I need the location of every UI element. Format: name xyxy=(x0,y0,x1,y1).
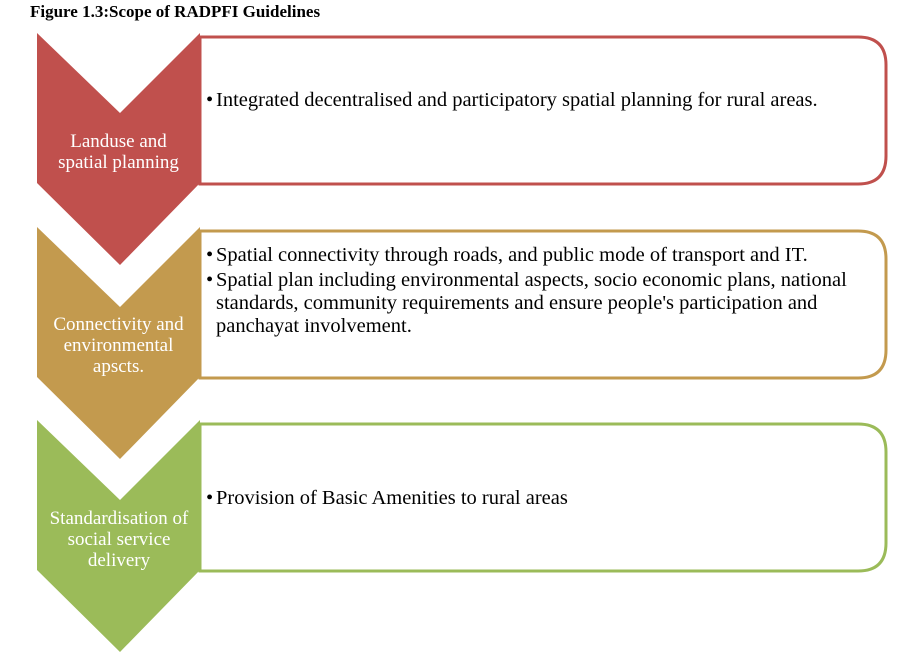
bullet-item xyxy=(206,89,871,112)
figure-title: Figure 1.3:Scope of RADPFI Guidelines xyxy=(30,2,321,21)
step-1-label-line: spatial planning xyxy=(58,152,179,173)
bullet-icon: • xyxy=(206,487,214,509)
step-3-content xyxy=(206,487,871,512)
bullet-text: Provision of Basic Amenities to rural areas xyxy=(216,487,568,509)
step-3-label-line: Standardisation of xyxy=(49,508,189,529)
step-2-label-line: apscts. xyxy=(92,356,145,377)
bullet-item xyxy=(206,244,871,267)
bullet-text: Integrated decentralised and participatory spatial planning for rural areas. xyxy=(216,89,818,111)
step-3-label xyxy=(34,508,204,571)
bullet-icon: • xyxy=(206,244,214,266)
step-2-label xyxy=(36,314,201,377)
step-1-label xyxy=(36,131,201,173)
step-3-label-line: delivery xyxy=(87,550,151,571)
step-1-label-line: Landuse and xyxy=(70,131,167,152)
step-2-label-line: environmental xyxy=(63,335,174,356)
bullet-item xyxy=(206,487,871,510)
bullet-text: Spatial plan including environmental aspects, socio economic plans, national standards, community requirements and ensure people's participation and panchayat involvement. xyxy=(216,269,847,337)
bullet-icon: • xyxy=(206,269,214,291)
step-2-label-line: Connectivity and xyxy=(53,314,184,335)
step-3-label-line: social service xyxy=(67,529,171,550)
step-2-content xyxy=(206,244,871,340)
bullet-icon: • xyxy=(206,89,214,111)
step-1-content xyxy=(206,89,871,114)
bullet-text: Spatial connectivity through roads, and public mode of transport and IT. xyxy=(216,244,808,266)
bullet-item xyxy=(206,269,871,338)
